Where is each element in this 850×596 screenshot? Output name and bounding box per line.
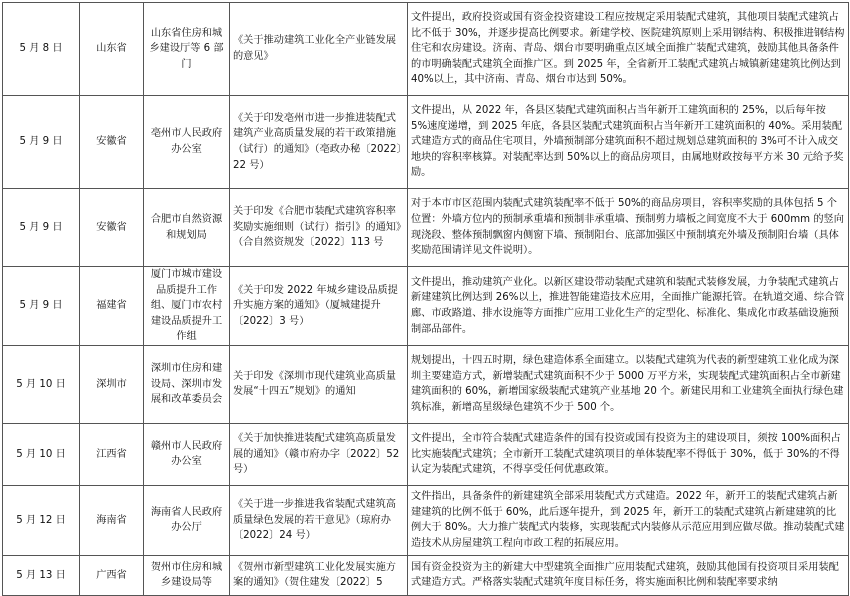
table-row	[3, 555, 849, 595]
table-row	[3, 189, 849, 267]
table-row	[3, 267, 849, 346]
date-cell: 5 月 8 日	[3, 3, 80, 96]
department-cell: 山东省住房和城乡建设厅等 6 部门	[144, 3, 230, 96]
department-cell: 合肥市自然资源和规划局	[144, 189, 230, 267]
region-cell: 安徽省	[80, 96, 144, 189]
table-row	[3, 485, 849, 555]
date-cell: 5 月 9 日	[3, 189, 80, 267]
region-cell: 江西省	[80, 423, 144, 485]
department-cell: 亳州市人民政府办公室	[144, 96, 230, 189]
content-cell: 文件提出，推动建筑产业化。以新区建设带动装配式建筑和装配式装修发展，力争装配式建筑占新建建筑比例达到 26%以上，推进智能建造技术应用，全面推广能源托管。在轨道交通、综合管廊、市政路道、排水设施等方面推广应用工业化生产的定型化、标准化、集成化市政基础设施预制部品部件。	[408, 267, 849, 346]
date-cell: 5 月 10 日	[3, 423, 80, 485]
date-cell: 5 月 9 日	[3, 267, 80, 346]
content-cell: 文件提出，从 2022 年，各县区装配式建筑面积占当年新开工建筑面积的 25%，以后每年按 5%速度递增，到 2025 年底，各县区装配式建筑面积占当年新开工建筑面积的 40%。采用装配式建造方式的商品住宅项目，外墙预制部分建筑面积不超过规划总建筑面积的 3%可不计入成交地块的容积率核算。对装配率达到 50%以上的商品房项目，由属地财政按每平方米 30 元给予奖励。	[408, 96, 849, 189]
content-cell: 文件提出，全市符合装配式建造条件的国有投资或国有投资为主的建设项目，须按 100%面积占比实施装配式建筑；全市新开工装配式建筑项目的单体装配率不得低于 30%，低于 30%的不得认定为装配式建筑，不得享受任何优惠政策。	[408, 423, 849, 485]
content-cell: 文件指出，具备条件的新建建筑全部采用装配式方式建造。2022 年，新开工的装配式建筑占新建建筑的比例不低于 60%，此后逐年提升，到 2025 年，新开工的装配式建筑占新建建筑的比例大于 80%。大力推广装配式内装修，实现装配式内装修从示范应用到应做尽做。推动装配式建造技术从房屋建筑工程向市政工程的拓展应用。	[408, 485, 849, 555]
department-cell: 赣州市人民政府办公室	[144, 423, 230, 485]
document-title-cell: 关于印发《合肥市装配式建筑容积率奖励实施细则（试行）指引》的通知》（合自然资规发〔2022〕113 号	[230, 189, 408, 267]
department-cell: 贺州市住房和城乡建设局等	[144, 555, 230, 595]
document-title-cell: 《关于印发 2022 年城乡建设品质提升实施方案的通知》（厦城建提升〔2022〕3 号）	[230, 267, 408, 346]
table-row	[3, 345, 849, 423]
table-row	[3, 3, 849, 96]
region-cell: 深圳市	[80, 345, 144, 423]
document-title-cell: 《贺州市新型建筑工业化发展实施方案的通知》（贺住建发〔2022〕5	[230, 555, 408, 595]
department-cell: 厦门市城市建设品质提升工作组、厦门市农村建设品质提升工作组	[144, 267, 230, 346]
document-title-cell: 《关于进一步推进我省装配式建筑高质量绿色发展的若干意见》（琼府办〔2022〕24 号）	[230, 485, 408, 555]
date-cell: 5 月 12 日	[3, 485, 80, 555]
region-cell: 广西省	[80, 555, 144, 595]
content-cell: 对于本市市区范围内装配式建筑装配率不低于 50%的商品房项目，容积率奖励的具体包括 5 个位置：外墙方位内的预制承重墙和预制非承重墙、预制剪力墙板之间宽度不大于 600mm 的竖向现浇段、整体预制飘窗内侧窗下墙、预制阳台、底部加强区中预制填充外墙及预制阳台墙（具体奖励范围请详见文件说明）。	[408, 189, 849, 267]
content-cell: 规划提出，十四五时期，绿色建造体系全面建立。以装配式建筑为代表的新型建筑工业化成为深圳主要建造方式，新增装配式建筑面积不少于 5000 万平方米，实现装配式建筑面积占全市新建建筑面积的 60%，新增国家级装配式建筑产业基地 20 个。新建民用和工业建筑全面执行绿色建筑标准，新增高星级绿色建筑不少于 500 个。	[408, 345, 849, 423]
date-cell: 5 月 9 日	[3, 96, 80, 189]
region-cell: 福建省	[80, 267, 144, 346]
department-cell: 海南省人民政府办公厅	[144, 485, 230, 555]
department-cell: 深圳市住房和建设局、深圳市发展和改革委员会	[144, 345, 230, 423]
document-title-cell: 《关于印发亳州市进一步推进装配式建筑产业高质量发展的若干政策措施（试行）的通知》（亳政办秘〔2022〕22 号）	[230, 96, 408, 189]
table-row	[3, 423, 849, 485]
region-cell: 海南省	[80, 485, 144, 555]
table-row	[3, 96, 849, 189]
document-title-cell: 《关于推动建筑工业化全产业链发展的意见》	[230, 3, 408, 96]
region-cell: 安徽省	[80, 189, 144, 267]
date-cell: 5 月 13 日	[3, 555, 80, 595]
policy-table	[2, 2, 849, 596]
region-cell: 山东省	[80, 3, 144, 96]
document-title-cell: 关于印发《深圳市现代建筑业高质量发展“十四五”规划》的通知	[230, 345, 408, 423]
document-title-cell: 《关于加快推进装配式建筑高质量发展的通知》（赣市府办字〔2022〕52 号）	[230, 423, 408, 485]
date-cell: 5 月 10 日	[3, 345, 80, 423]
content-cell: 国有资金投资为主的新建大中型建筑全面推广应用装配式建筑，鼓励其他国有投资项目采用装配式建造方式。严格落实装配式建筑年度目标任务，将实施面积比例和装配率要求纳	[408, 555, 849, 595]
content-cell: 文件提出，政府投资或国有资金投资建设工程应按规定采用装配式建筑，其他项目装配式建筑占比不低于 30%，并逐步提高比例要求。新建学校、医院建筑原则上采用钢结构、积极推进钢结构住宅和农房建设。济南、青岛、烟台市要明确重点区域全面推广装配式建筑，鼓励其他具备条件的市明确装配式建筑全面推广区。到 2025 年，全省新开工装配式建筑占城镇新建建筑比例达到 40%以上，其中济南、青岛、烟台市达到 50%。	[408, 3, 849, 96]
